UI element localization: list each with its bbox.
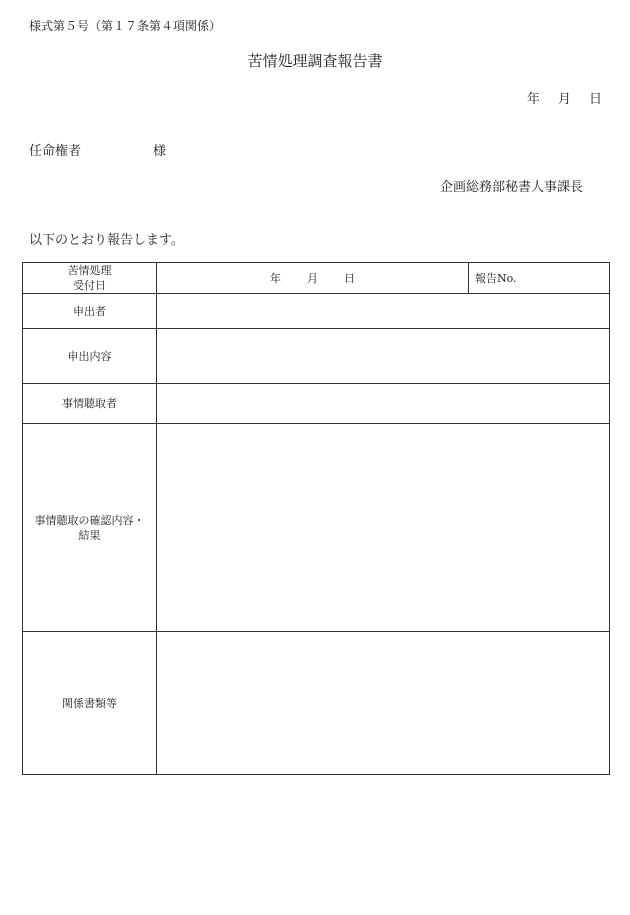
intro-text: 以下のとおり報告します。 [29,233,184,248]
received-month: 月 [307,272,318,285]
table-row-complaint-content [23,329,610,384]
received-year: 年 [270,272,281,285]
report-number-label: 報告No. [475,272,517,285]
date-year: 年 [526,92,540,107]
addressee-name: 任命権者 [29,144,82,159]
table-row-related-documents [23,632,610,775]
date-day: 日 [588,92,602,107]
interview-result-value[interactable] [157,424,610,632]
table-row-interview-result [23,424,610,632]
date-month: 月 [557,92,571,107]
document-title: 苦情処理調査報告書 [247,52,383,70]
table-row-received-date [23,263,610,294]
label-complaint-content: 申出内容 [23,329,157,384]
report-number-cell[interactable] [469,263,610,294]
report-date [527,88,602,107]
addressee [29,140,166,159]
addressee-honorific: 様 [153,144,167,159]
received-date-value[interactable] [157,263,469,294]
table-row-interviewer [23,384,610,424]
table-row-applicant [23,294,610,329]
form-number: 様式第５号（第１７条第４項関係） [29,19,222,33]
label-interviewer: 事情聴取者 [23,384,157,424]
label-received-date: 苦情処理 受付日 [23,263,157,294]
label-interview-result: 事情聴取の確認内容・ 結果 [23,424,157,632]
label-related-documents: 関係書類等 [23,632,157,775]
interviewer-value[interactable] [157,384,610,424]
sender: 企画総務部秘書人事課長 [439,180,583,195]
complaint-content-value[interactable] [157,329,610,384]
report-table [22,262,610,775]
label-applicant: 申出者 [23,294,157,329]
applicant-value[interactable] [157,294,610,329]
related-documents-value[interactable] [157,632,610,775]
received-day: 日 [344,272,355,285]
